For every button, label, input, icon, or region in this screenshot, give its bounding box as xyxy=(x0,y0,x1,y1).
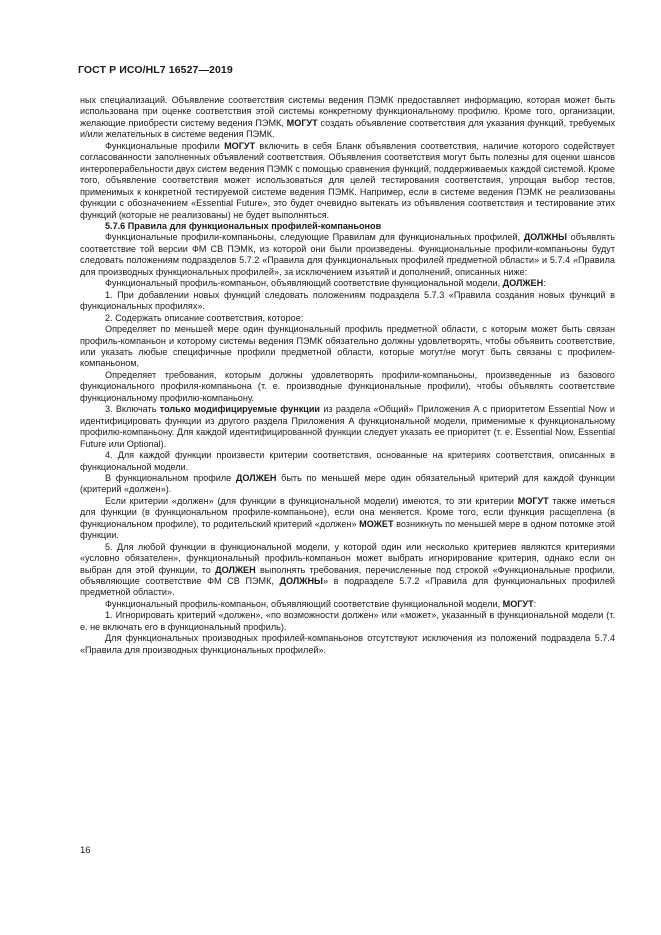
paragraph xyxy=(80,141,615,221)
text-run: Функциональные профили-компаньоны, следующие Правилам для функциональных профилей, xyxy=(105,232,524,243)
bold-term: МОГУТ xyxy=(502,598,534,609)
paragraph xyxy=(80,473,615,496)
bold-term: ДОЛЖНЫ xyxy=(279,576,323,587)
text-run: включить в себя Бланк объявления соответствия, наличие которого содействует согласованности заполненных объявлений соответствия. Объявления соответствия могут быть полезны для оценки шансов интероперабельности двух систем ведения ПЭМК с помощью сравнения функций, поддерживаемых каждой системой. Кроме того, объявление соответствия может использоваться для целей тестирования соответствия, упрощая выбор тестов, применимых к конкретной тестируемой системе ведения ПЭМК. Например, если в системе ведения ПЭМК не реализованы функции с обозначением «Essential Future», это будет очевидно вытекать из объявления соответствия и тестирование этих функций (которые не реализованы) не будет выполняться. xyxy=(80,140,615,220)
text-run: также иметься для функции (в функциональном профиле-компаньоне), если она меняется. Кроме того, если функция расщеплена (в функциональном профиле), то родительский критерий «должен» xyxy=(80,495,615,529)
text-run: 5.7.6 Правила для функциональных профилей-компаньонов xyxy=(105,220,382,231)
text-run: Функциональный профиль-компаньон, объявляющий соответствие функциональной модели, xyxy=(105,598,503,609)
text-run: В функциональном профиле xyxy=(105,472,236,483)
text-run: выполнять требования, перечисленные под строкой «Функциональные профили, объявляющие соответствие ФМ СВ ПЭМК, xyxy=(80,564,615,587)
paragraph xyxy=(80,542,615,599)
bold-term: ДОЛЖНЫ xyxy=(523,232,568,243)
bold-term: МОГУТ xyxy=(224,140,256,151)
document-body xyxy=(80,95,615,656)
text-run: Если критерии «должен» (для функции в функциональной модели) имеются, то эти критерии xyxy=(105,495,518,506)
text-run: 2. Содержать описание соответствия, которое: xyxy=(105,312,304,323)
section-heading xyxy=(80,221,615,232)
text-run: быть по меньшей мере один обязательный критерий для каждой функции (критерий «должен»). xyxy=(80,472,615,495)
bold-term: МОГУТ xyxy=(517,495,549,506)
text-run: : xyxy=(533,598,537,609)
text-run: Для функциональных производных профилей-компаньонов отсутствуют исключения из положений подраздела 5.7.4 «Правила для производных функциональных профилей». xyxy=(80,633,615,655)
text-run: 5. Для любой функции в функциональной модели, у которой один или несколько критериев являются критериями «условно обязателен», функциональный профиль-компаньон может выбрать игнорирование критерия, однако если он выбран для этой функции, то xyxy=(80,541,615,575)
text-run: объявлять соответствие той версии ФМ СВ ПЭМК, из которой они были произведены. Функциональные профили-компаньоны будут следовать положениям подразделов 5.7.2 «Правила для функциональных профилей предметной области» и 5.7.4 «Правила для производных функциональных профилей», за исключением изъятий и дополнений, описанных ниже: xyxy=(80,232,616,277)
paragraph xyxy=(80,610,615,633)
bold-term: ДОЛЖЕН xyxy=(235,472,277,483)
text-run: 4. Для каждой функции произвести критерии соответствия, основанные на критериях соответствия, описанных в функциональной модели. xyxy=(80,450,615,472)
text-run: 1. Игнорировать критерий «должен», «по возможности должен» или «может», указанный в функциональной модели (т. е. не включать его в функциональный профиль). xyxy=(80,610,615,632)
text-run: Определяет по меньшей мере один функциональный профиль предметной области, с которым может быть связан профиль-компаньон и которому системы ведения ПЭМК обязательно должны удовлетворять, чтобы объявить соответствие, или указать любые специфичные профили предметной области, которые могут/не могут быть связаны с профилем-компаньоном, xyxy=(80,324,615,369)
text-run: Функциональный профиль-компаньон, объявляющий соответствие функциональной модели, xyxy=(105,278,503,289)
bold-term: ДОЛЖЕН xyxy=(502,278,544,289)
document-header: ГОСТ Р ИСО/HL7 16527—2019 xyxy=(78,64,233,76)
text-run: из раздела «Общий» Приложения А с приоритетом Essential Now и идентифицировать функции из другого раздела Приложения А функциональной модели, применимые к функциональному профилю-компаньону. Для каждой идентифицированной функции следует указать ее приоритет (т. е. Essential Now, Essential Future или Optional). xyxy=(80,404,615,449)
paragraph xyxy=(80,450,615,473)
bold-term: только модифицируемые функции xyxy=(159,404,321,415)
text-run: : xyxy=(543,278,546,289)
text-run: » в подразделе 5.7.2 «Правила для функциональных профилей предметной области». xyxy=(80,576,615,598)
text-run: ных специализаций. Объявление соответствия системы ведения ПЭМК предоставляет информацию, которая может быть использована при оценке соответствия этой системы конкретному функциональному профилю. Кроме того, организации, желающие приобрести систему ведения ПЭМК, xyxy=(80,95,615,128)
text-run: 3. Включать xyxy=(105,404,160,415)
paragraph xyxy=(80,290,615,313)
bold-term: МОЖЕТ xyxy=(359,518,394,529)
bold-term: ДОЛЖЕН xyxy=(215,564,256,575)
paragraph xyxy=(80,599,615,610)
paragraph xyxy=(80,633,615,656)
text-run: возникнуть по меньшей мере в одном потомке этой функции. xyxy=(80,518,615,541)
bold-term: МОГУТ xyxy=(286,117,318,128)
paragraph xyxy=(80,370,615,404)
text-run: создать объявление соответствия для указания функций, требуемых и/или желательных в системе ведения ПЭМК. xyxy=(80,117,615,140)
paragraph xyxy=(80,324,615,370)
text-run: Определяет требования, которым должны удовлетворять профили-компаньоны, произведенные из базового функционального профиля-компаньона (т. е. производные функциональные профили), чтобы объявлять соответствие функциональному профилю-компаньону. xyxy=(80,369,615,403)
paragraph xyxy=(80,232,615,278)
paragraph xyxy=(80,278,615,289)
paragraph xyxy=(80,496,615,542)
paragraph xyxy=(80,95,615,141)
paragraph xyxy=(80,313,615,324)
text-run: 1. При добавлении новых функций следовать положениям подраздела 5.7.3 «Правила создания новых функций в функциональных профилях». xyxy=(80,289,615,312)
paragraph xyxy=(80,404,615,450)
text-run: Функциональные профили xyxy=(105,140,225,151)
page-number: 16 xyxy=(80,845,91,856)
